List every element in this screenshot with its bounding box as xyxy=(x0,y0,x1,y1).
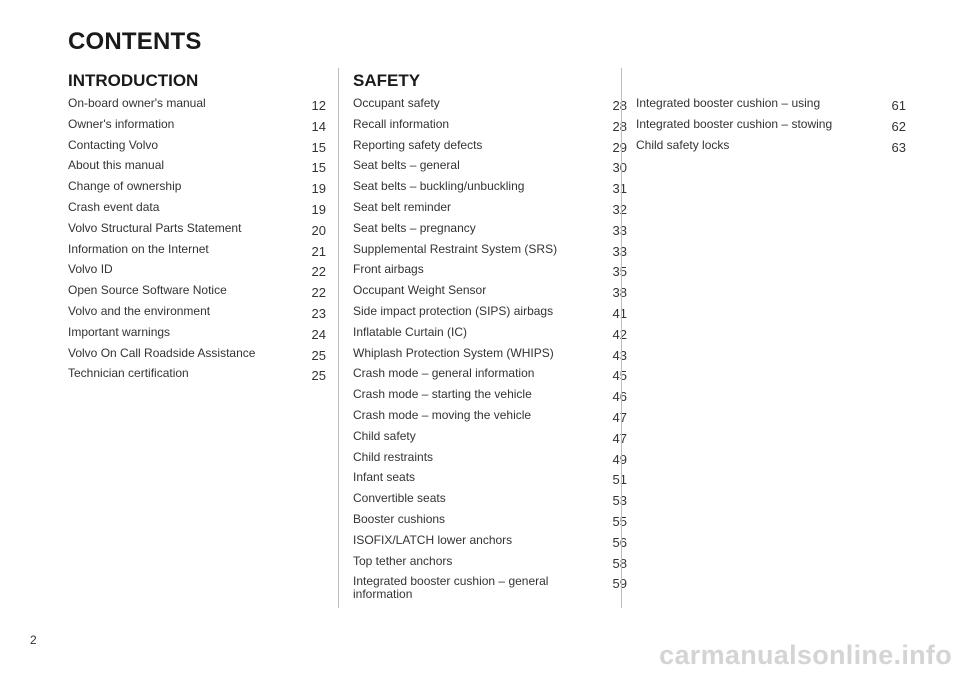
toc-entry-title: Supplemental Restraint System (SRS) xyxy=(353,241,558,256)
toc-entry[interactable] xyxy=(68,305,326,326)
toc-entry[interactable] xyxy=(353,471,627,492)
page-number: 2 xyxy=(30,633,37,647)
toc-entry[interactable] xyxy=(68,326,326,347)
toc-entry[interactable] xyxy=(353,305,627,326)
toc-entry-title: Integrated booster cushion – stowing xyxy=(636,116,833,131)
toc-entry-page: 61 xyxy=(891,98,906,113)
toc-entry-title: Contacting Volvo xyxy=(68,137,159,152)
toc-entry[interactable] xyxy=(353,388,627,409)
toc-entry-page: 30 xyxy=(612,160,627,176)
toc-entry[interactable] xyxy=(353,118,627,139)
toc-entry-page: 23 xyxy=(311,305,326,321)
toc-entry-title: Technician certification xyxy=(68,366,189,381)
toc-entry[interactable] xyxy=(68,139,326,160)
toc-entry-title: Change of ownership xyxy=(68,179,182,194)
toc-entry[interactable] xyxy=(353,451,627,472)
toc-entry-page: 25 xyxy=(311,368,326,384)
toc-entry-title: Inflatable Curtain (IC) xyxy=(353,324,468,339)
toc-entry-title: Front airbags xyxy=(353,262,424,277)
toc-entry-page: 20 xyxy=(311,222,326,238)
toc-entry-title: Occupant Weight Sensor xyxy=(353,283,487,298)
toc-entry[interactable] xyxy=(353,326,627,347)
toc-entry-title: Recall information xyxy=(353,116,450,131)
toc-entry-title: Integrated booster cushion – general information xyxy=(353,574,549,602)
toc-list xyxy=(353,97,627,601)
toc-entry-page: 28 xyxy=(612,98,627,113)
toc-list xyxy=(68,97,326,388)
toc-entry-title: Side impact protection (SIPS) airbags xyxy=(353,303,554,318)
section-heading-introduction: INTRODUCTION xyxy=(68,71,199,90)
toc-entry[interactable] xyxy=(68,284,326,305)
toc-entry-title: Seat belts – buckling/unbuckling xyxy=(353,179,525,194)
toc-entry-title: Open Source Software Notice xyxy=(68,283,227,298)
toc-entry[interactable] xyxy=(353,534,627,555)
toc-entry-title: Child restraints xyxy=(353,449,434,464)
toc-entry-page: 55 xyxy=(612,513,627,529)
section-heading-safety: SAFETY xyxy=(353,71,421,90)
toc-entry[interactable] xyxy=(68,201,326,222)
toc-entry-title: Reporting safety defects xyxy=(353,137,483,152)
toc-entry-page: 58 xyxy=(612,555,627,571)
toc-entry-page: 21 xyxy=(311,243,326,259)
toc-entry[interactable] xyxy=(68,159,326,180)
toc-entry[interactable] xyxy=(68,222,326,243)
toc-entry[interactable] xyxy=(636,118,906,139)
toc-entry[interactable] xyxy=(353,139,627,160)
toc-entry-page: 47 xyxy=(612,409,627,425)
toc-list xyxy=(636,97,906,159)
toc-entry-page: 45 xyxy=(612,368,627,384)
toc-column-continued xyxy=(621,68,906,608)
toc-entry-page: 56 xyxy=(612,534,627,550)
toc-entry-page: 22 xyxy=(311,264,326,280)
toc-entry[interactable] xyxy=(353,367,627,388)
toc-entry-page: 62 xyxy=(891,118,906,134)
toc-entry-page: 33 xyxy=(612,222,627,238)
toc-entry-title: Convertible seats xyxy=(353,491,446,506)
toc-entry-title: Volvo On Call Roadside Assistance xyxy=(68,345,256,360)
toc-entry-title: Information on the Internet xyxy=(68,241,209,256)
toc-entry-page: 49 xyxy=(612,451,627,467)
toc-entry-page: 59 xyxy=(612,576,627,592)
toc-entry[interactable] xyxy=(68,243,326,264)
toc-entry[interactable] xyxy=(68,367,326,388)
toc-entry-title: Booster cushions xyxy=(353,511,446,526)
toc-entry[interactable] xyxy=(68,347,326,368)
toc-entry-page: 63 xyxy=(891,139,906,155)
toc-entry[interactable] xyxy=(353,513,627,534)
toc-entry-title: Infant seats xyxy=(353,470,416,485)
toc-entry-title: Seat belts – pregnancy xyxy=(353,220,476,235)
toc-entry-page: 42 xyxy=(612,326,627,342)
toc-entry-page: 12 xyxy=(311,98,326,113)
toc-entry-page: 19 xyxy=(311,201,326,217)
toc-entry-page: 47 xyxy=(612,430,627,446)
toc-entry-title: Volvo ID xyxy=(68,262,113,277)
toc-entry-page: 28 xyxy=(612,118,627,134)
toc-entry[interactable] xyxy=(353,159,627,180)
toc-entry[interactable] xyxy=(353,284,627,305)
toc-entry-title: Crash mode – starting the vehicle xyxy=(353,387,532,402)
toc-entry-page: 15 xyxy=(311,160,326,176)
toc-column-safety xyxy=(338,68,627,608)
toc-entry-title: Important warnings xyxy=(68,324,171,339)
page-title: CONTENTS xyxy=(68,28,202,55)
toc-entry-page: 22 xyxy=(311,285,326,301)
toc-entry-page: 19 xyxy=(311,181,326,197)
toc-entry-title: Volvo Structural Parts Statement xyxy=(68,220,242,235)
toc-entry-title: Child safety locks xyxy=(636,137,730,152)
toc-column-introduction xyxy=(68,68,326,388)
toc-entry-title: Whiplash Protection System (WHIPS) xyxy=(353,345,554,360)
toc-entry-page: 53 xyxy=(612,493,627,509)
toc-entry-page: 43 xyxy=(612,347,627,363)
toc-entry[interactable] xyxy=(68,180,326,201)
toc-entry[interactable] xyxy=(353,201,627,222)
toc-entry-title: About this manual xyxy=(68,158,165,173)
toc-entry-title: Seat belt reminder xyxy=(353,199,452,214)
toc-entry[interactable] xyxy=(353,575,627,601)
toc-entry-page: 35 xyxy=(612,264,627,280)
toc-entry[interactable] xyxy=(353,97,627,118)
toc-entry-title: Owner's information xyxy=(68,116,175,131)
toc-entry-page: 29 xyxy=(612,139,627,155)
toc-entry-page: 51 xyxy=(612,472,627,488)
toc-entry-page: 25 xyxy=(311,347,326,363)
toc-entry-title: Crash mode – general information xyxy=(353,366,535,381)
toc-entry-title: ISOFIX/LATCH lower anchors xyxy=(353,532,513,547)
toc-entry-page: 15 xyxy=(311,139,326,155)
toc-entry-page: 32 xyxy=(612,201,627,217)
toc-entry[interactable] xyxy=(353,243,627,264)
toc-entry-title: Seat belts – general xyxy=(353,158,460,173)
toc-entry[interactable] xyxy=(68,97,326,118)
toc-entry[interactable] xyxy=(353,409,627,430)
toc-entry[interactable] xyxy=(353,492,627,513)
toc-entry[interactable] xyxy=(636,97,906,118)
toc-entry-page: 38 xyxy=(612,285,627,301)
toc-entry-page: 31 xyxy=(612,181,627,197)
toc-entry-title: Crash event data xyxy=(68,199,160,214)
toc-entry-page: 46 xyxy=(612,389,627,405)
toc-entry-title: Integrated booster cushion – using xyxy=(636,96,821,110)
toc-entry[interactable] xyxy=(353,222,627,243)
toc-entry-page: 41 xyxy=(612,305,627,321)
toc-entry[interactable] xyxy=(353,555,627,576)
toc-entry[interactable] xyxy=(353,180,627,201)
toc-entry[interactable] xyxy=(353,347,627,368)
watermark: carmanualsonline.info xyxy=(659,640,952,670)
toc-entry-title: Crash mode – moving the vehicle xyxy=(353,407,532,422)
toc-entry-title: Volvo and the environment xyxy=(68,303,211,318)
toc-entry-page: 33 xyxy=(612,243,627,259)
toc-entry-title: On-board owner's manual xyxy=(68,96,206,110)
toc-entry[interactable] xyxy=(353,263,627,284)
toc-entry-page: 24 xyxy=(311,326,326,342)
toc-entry[interactable] xyxy=(68,118,326,139)
toc-entry-title: Child safety xyxy=(353,428,416,443)
toc-entry-title: Top tether anchors xyxy=(353,553,453,568)
toc-entry[interactable] xyxy=(353,430,627,451)
toc-entry[interactable] xyxy=(68,263,326,284)
toc-entry[interactable] xyxy=(636,139,906,160)
toc-entry-title: Occupant safety xyxy=(353,96,440,110)
toc-entry-page: 14 xyxy=(311,118,326,134)
